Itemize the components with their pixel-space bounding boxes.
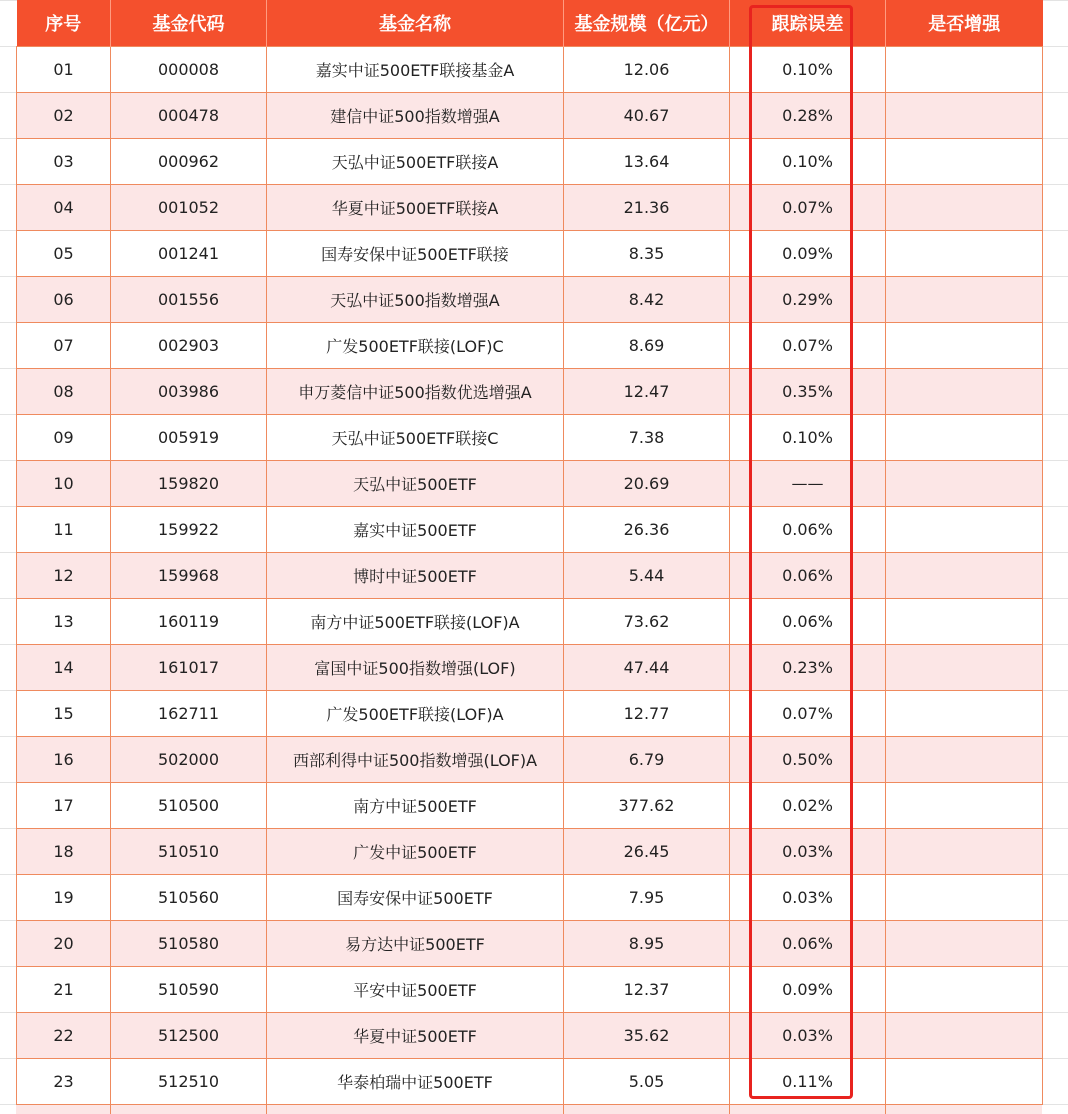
cell-fund-size[interactable]: 8.95 <box>564 920 730 966</box>
table-row <box>17 828 1043 874</box>
cell-enhanced[interactable] <box>886 276 1043 322</box>
table-row <box>17 1058 1043 1104</box>
table-row <box>17 460 1043 506</box>
cell-fund-code[interactable]: 510580 <box>111 920 267 966</box>
cell-tracking-error[interactable]: 0.29% <box>730 276 886 322</box>
cell-fund-code[interactable]: 159968 <box>111 552 267 598</box>
cell-seq[interactable]: 09 <box>17 414 111 460</box>
partial-next-row <box>16 1104 1042 1114</box>
cell-enhanced[interactable] <box>886 690 1043 736</box>
cell-fund-code[interactable]: 002903 <box>111 322 267 368</box>
cell-enhanced[interactable] <box>886 920 1043 966</box>
cell-tracking-error[interactable]: 0.06% <box>730 506 886 552</box>
table-row <box>17 506 1043 552</box>
cell-fund-name[interactable]: 华夏中证500ETF联接A <box>267 184 564 230</box>
cell-enhanced[interactable] <box>886 1012 1043 1058</box>
cell-fund-code[interactable]: 001556 <box>111 276 267 322</box>
header-seq[interactable]: 序号 <box>17 0 111 46</box>
cell-fund-name[interactable]: 国寿安保中证500ETF联接 <box>267 230 564 276</box>
header-code[interactable]: 基金代码 <box>111 0 267 46</box>
cell-tracking-error[interactable]: 0.06% <box>730 920 886 966</box>
cell-fund-name[interactable]: 南方中证500ETF <box>267 782 564 828</box>
table-row <box>17 92 1043 138</box>
cell-fund-name[interactable]: 国寿安保中证500ETF <box>267 874 564 920</box>
header-tracking-error[interactable]: 跟踪误差 <box>730 0 886 46</box>
cell-fund-size[interactable]: 7.38 <box>564 414 730 460</box>
cell-fund-size[interactable]: 5.05 <box>564 1058 730 1104</box>
table-row <box>17 736 1043 782</box>
cell-fund-name[interactable]: 博时中证500ETF <box>267 552 564 598</box>
cell-fund-size[interactable]: 7.95 <box>564 874 730 920</box>
cell-fund-name[interactable]: 易方达中证500ETF <box>267 920 564 966</box>
cell-fund-name[interactable]: 天弘中证500ETF联接C <box>267 414 564 460</box>
cell-fund-name[interactable]: 广发500ETF联接(LOF)A <box>267 690 564 736</box>
table-row <box>17 46 1043 92</box>
cell-enhanced[interactable] <box>886 1058 1043 1104</box>
cell-fund-code[interactable]: 001241 <box>111 230 267 276</box>
cell-fund-name[interactable]: 平安中证500ETF <box>267 966 564 1012</box>
cell-fund-size[interactable]: 13.64 <box>564 138 730 184</box>
cell-tracking-error[interactable]: 0.06% <box>730 552 886 598</box>
cell-tracking-error[interactable]: 0.10% <box>730 46 886 92</box>
cell-enhanced[interactable] <box>886 782 1043 828</box>
cell-fund-size[interactable]: 8.35 <box>564 230 730 276</box>
cell-tracking-error[interactable]: 0.09% <box>730 966 886 1012</box>
cell-fund-size[interactable]: 35.62 <box>564 1012 730 1058</box>
cell-fund-name[interactable]: 天弘中证500ETF <box>267 460 564 506</box>
cell-enhanced[interactable] <box>886 966 1043 1012</box>
cell-seq[interactable]: 01 <box>17 46 111 92</box>
cell-fund-name[interactable]: 广发中证500ETF <box>267 828 564 874</box>
cell-seq[interactable]: 03 <box>17 138 111 184</box>
cell-seq[interactable]: 15 <box>17 690 111 736</box>
table-row <box>17 138 1043 184</box>
cell-enhanced[interactable] <box>886 368 1043 414</box>
cell-seq[interactable]: 13 <box>17 598 111 644</box>
cell-fund-code[interactable]: 159820 <box>111 460 267 506</box>
cell-fund-code[interactable]: 510590 <box>111 966 267 1012</box>
fund-table <box>16 0 1043 1105</box>
cell-enhanced[interactable] <box>886 184 1043 230</box>
cell-fund-code[interactable]: 000962 <box>111 138 267 184</box>
cell-fund-size[interactable]: 40.67 <box>564 92 730 138</box>
table-row <box>17 690 1043 736</box>
cell-fund-size[interactable]: 21.36 <box>564 184 730 230</box>
cell-fund-code[interactable]: 001052 <box>111 184 267 230</box>
cell-enhanced[interactable] <box>886 138 1043 184</box>
cell-tracking-error[interactable]: 0.23% <box>730 644 886 690</box>
cell-seq[interactable]: 06 <box>17 276 111 322</box>
cell-fund-size[interactable]: 12.77 <box>564 690 730 736</box>
cell-seq[interactable]: 19 <box>17 874 111 920</box>
cell-tracking-error[interactable]: 0.11% <box>730 1058 886 1104</box>
cell-tracking-error[interactable]: 0.35% <box>730 368 886 414</box>
cell-fund-size[interactable]: 47.44 <box>564 644 730 690</box>
cell-fund-name[interactable]: 建信中证500指数增强A <box>267 92 564 138</box>
cell-tracking-error[interactable]: 0.07% <box>730 184 886 230</box>
table-row <box>17 322 1043 368</box>
header-size[interactable]: 基金规模（亿元） <box>564 0 730 46</box>
cell-enhanced[interactable] <box>886 552 1043 598</box>
cell-fund-name[interactable]: 嘉实中证500ETF联接基金A <box>267 46 564 92</box>
cell-fund-code[interactable]: 502000 <box>111 736 267 782</box>
cell-fund-size[interactable]: 73.62 <box>564 598 730 644</box>
cell-seq[interactable]: 22 <box>17 1012 111 1058</box>
cell-tracking-error[interactable]: 0.06% <box>730 598 886 644</box>
cell-seq[interactable]: 02 <box>17 92 111 138</box>
cell-tracking-error[interactable]: —— <box>730 460 886 506</box>
cell-fund-size[interactable]: 8.42 <box>564 276 730 322</box>
cell-tracking-error[interactable]: 0.10% <box>730 138 886 184</box>
cell-seq[interactable]: 21 <box>17 966 111 1012</box>
cell-fund-name[interactable]: 南方中证500ETF联接(LOF)A <box>267 598 564 644</box>
cell-seq[interactable]: 11 <box>17 506 111 552</box>
table-row <box>17 644 1043 690</box>
cell-fund-size[interactable]: 12.47 <box>564 368 730 414</box>
cell-fund-name[interactable]: 嘉实中证500ETF <box>267 506 564 552</box>
cell-enhanced[interactable] <box>886 828 1043 874</box>
table-row <box>17 966 1043 1012</box>
cell-fund-name[interactable]: 富国中证500指数增强(LOF) <box>267 644 564 690</box>
table-row <box>17 184 1043 230</box>
cell-tracking-error[interactable]: 0.03% <box>730 828 886 874</box>
cell-tracking-error[interactable]: 0.10% <box>730 414 886 460</box>
table-row <box>17 874 1043 920</box>
table-row <box>17 276 1043 322</box>
table-row <box>17 598 1043 644</box>
table-row <box>17 368 1043 414</box>
cell-fund-code[interactable]: 512510 <box>111 1058 267 1104</box>
cell-seq[interactable]: 05 <box>17 230 111 276</box>
cell-fund-code[interactable]: 159922 <box>111 506 267 552</box>
cell-fund-code[interactable]: 000478 <box>111 92 267 138</box>
cell-seq[interactable]: 23 <box>17 1058 111 1104</box>
cell-seq[interactable]: 14 <box>17 644 111 690</box>
cell-seq[interactable]: 08 <box>17 368 111 414</box>
header-row <box>17 0 1043 46</box>
cell-enhanced[interactable] <box>886 598 1043 644</box>
cell-fund-code[interactable]: 160119 <box>111 598 267 644</box>
cell-enhanced[interactable] <box>886 414 1043 460</box>
cell-fund-code[interactable]: 512500 <box>111 1012 267 1058</box>
cell-seq[interactable]: 20 <box>17 920 111 966</box>
cell-fund-name[interactable]: 广发500ETF联接(LOF)C <box>267 322 564 368</box>
table-row <box>17 230 1043 276</box>
cell-enhanced[interactable] <box>886 736 1043 782</box>
cell-tracking-error[interactable]: 0.03% <box>730 874 886 920</box>
table-row <box>17 414 1043 460</box>
cell-fund-code[interactable]: 000008 <box>111 46 267 92</box>
cell-seq[interactable]: 07 <box>17 322 111 368</box>
cell-tracking-error[interactable]: 0.07% <box>730 690 886 736</box>
table-row <box>17 552 1043 598</box>
cell-fund-size[interactable]: 26.45 <box>564 828 730 874</box>
cell-enhanced[interactable] <box>886 644 1043 690</box>
cell-seq[interactable]: 18 <box>17 828 111 874</box>
cell-tracking-error[interactable]: 0.28% <box>730 92 886 138</box>
cell-fund-code[interactable]: 510560 <box>111 874 267 920</box>
cell-seq[interactable]: 10 <box>17 460 111 506</box>
header-name[interactable]: 基金名称 <box>267 0 564 46</box>
cell-fund-name[interactable]: 天弘中证500ETF联接A <box>267 138 564 184</box>
table-row <box>17 920 1043 966</box>
cell-fund-size[interactable]: 5.44 <box>564 552 730 598</box>
table-row <box>17 782 1043 828</box>
table-row <box>17 1012 1043 1058</box>
header-enhanced[interactable]: 是否增强 <box>886 0 1043 46</box>
cell-enhanced[interactable] <box>886 230 1043 276</box>
cell-seq[interactable]: 16 <box>17 736 111 782</box>
cell-fund-size[interactable]: 26.36 <box>564 506 730 552</box>
cell-enhanced[interactable] <box>886 92 1043 138</box>
cell-fund-size[interactable]: 20.69 <box>564 460 730 506</box>
cell-fund-size[interactable]: 12.37 <box>564 966 730 1012</box>
cell-tracking-error[interactable]: 0.50% <box>730 736 886 782</box>
cell-fund-name[interactable]: 天弘中证500指数增强A <box>267 276 564 322</box>
cell-fund-code[interactable]: 003986 <box>111 368 267 414</box>
cell-tracking-error[interactable]: 0.09% <box>730 230 886 276</box>
cell-seq[interactable]: 17 <box>17 782 111 828</box>
cell-seq[interactable]: 04 <box>17 184 111 230</box>
cell-enhanced[interactable] <box>886 460 1043 506</box>
cell-fund-size[interactable]: 12.06 <box>564 46 730 92</box>
table-body <box>17 46 1043 1104</box>
cell-fund-name[interactable]: 申万菱信中证500指数优选增强A <box>267 368 564 414</box>
cell-fund-code[interactable]: 161017 <box>111 644 267 690</box>
cell-fund-code[interactable]: 162711 <box>111 690 267 736</box>
cell-enhanced[interactable] <box>886 874 1043 920</box>
cell-enhanced[interactable] <box>886 506 1043 552</box>
cell-fund-name[interactable]: 西部利得中证500指数增强(LOF)A <box>267 736 564 782</box>
cell-fund-name[interactable]: 华夏中证500ETF <box>267 1012 564 1058</box>
cell-fund-code[interactable]: 005919 <box>111 414 267 460</box>
cell-fund-size[interactable]: 6.79 <box>564 736 730 782</box>
cell-fund-size[interactable]: 377.62 <box>564 782 730 828</box>
cell-tracking-error[interactable]: 0.02% <box>730 782 886 828</box>
cell-tracking-error[interactable]: 0.03% <box>730 1012 886 1058</box>
cell-fund-code[interactable]: 510510 <box>111 828 267 874</box>
cell-enhanced[interactable] <box>886 46 1043 92</box>
cell-seq[interactable]: 12 <box>17 552 111 598</box>
cell-fund-size[interactable]: 8.69 <box>564 322 730 368</box>
cell-fund-name[interactable]: 华泰柏瑞中证500ETF <box>267 1058 564 1104</box>
cell-enhanced[interactable] <box>886 322 1043 368</box>
cell-tracking-error[interactable]: 0.07% <box>730 322 886 368</box>
cell-fund-code[interactable]: 510500 <box>111 782 267 828</box>
